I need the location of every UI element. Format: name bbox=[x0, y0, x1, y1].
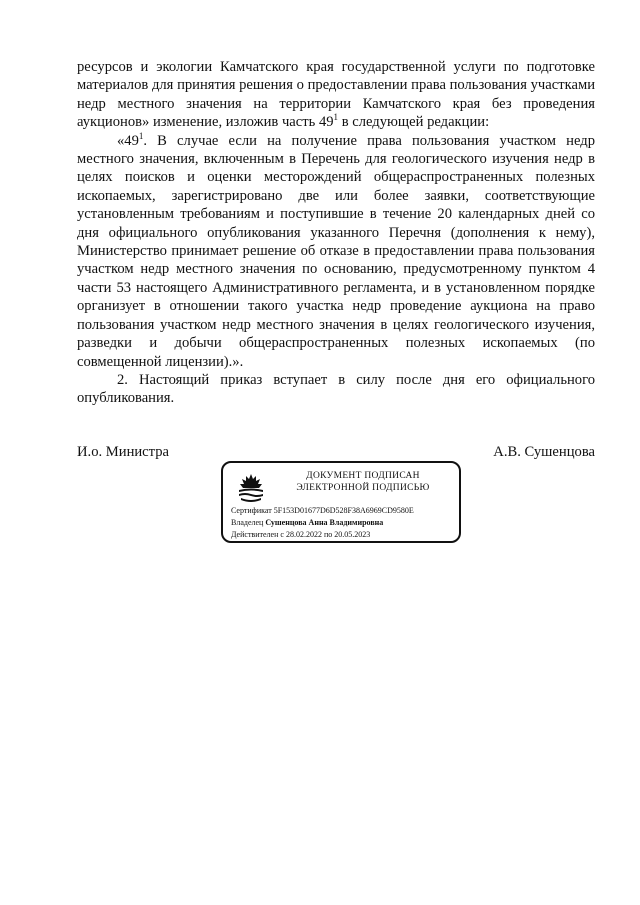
coat-of-arms-icon bbox=[235, 471, 267, 505]
signatory-name: А.В. Сушенцова bbox=[493, 444, 595, 460]
paragraph-49-1: «$49^1$. В случае если на получение права пользования участком недр местного значения, включенным в Перечень для геологического изучения недр в целях поисков и оценки месторождений общераспространенных полезных ископаемых, зарегистрировано две или более заявки, соответствующие установленным требованиям и поступившие в течение 20 календарных дней со дня официального опубликования указанного Перечня (дополнения к нему), Министерство принимает решение об отказе в предоставлении права пользования участком недр местного значения по основанию, предусмотренному пунктом 4 части 53 настоящего Административного регламента, и в установленном порядке организует в отношении такого участка недр проведение аукциона на право пользования участком недр местного значения в целях геологического изучения, разведки и добычи общераспространенных полезных ископаемых (по совмещенной лицензии).». bbox=[77, 130, 595, 370]
paragraph-2: 2. Настоящий приказ вступает в силу после дня его официального опубликования. bbox=[77, 371, 595, 407]
signatory-position: И.о. Министра bbox=[77, 444, 169, 460]
stamp-title: ДОКУМЕНТ ПОДПИСАН ЭЛЕКТРОННОЙ ПОДПИСЬЮ bbox=[296, 471, 430, 493]
electronic-signature-stamp bbox=[221, 461, 461, 543]
stamp-validity: Действителен с 28.02.2022 по 20.05.2023 bbox=[231, 530, 371, 539]
stamp-owner: Владелец Сушенцова Анна Владимировна bbox=[231, 518, 384, 527]
stamp-certificate: Сертификат 5F153D01677D6D528F38A6969CD9580E bbox=[231, 506, 414, 515]
paragraph-intro: ресурсов и экологии Камчатского края государственной услуги по подготовке материалов для принятия решения о предоставлении права пользования участками недр местного значения на территории Камчатского края без проведения аукционов» изменение, изложив часть $49^1$ в следующей редакции: bbox=[77, 59, 595, 131]
document-body bbox=[77, 58, 595, 408]
